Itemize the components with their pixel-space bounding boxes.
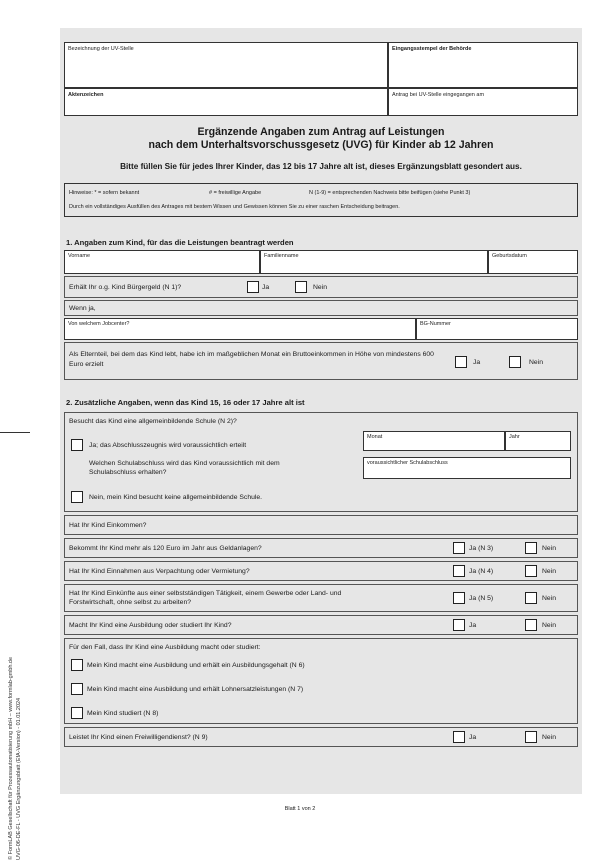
ausbildung-options-block: Für den Fall, dass Ihr Kind eine Ausbildung macht oder studiert: Mein Kind macht eine Ausbildung und erhält ein Ausbildungsgehalt (N 6) Mein Kind macht eine Ausbildung und erhält Lohnersatzleistungen (N 7) Mein Kind studiert (N 8) [64,638,578,724]
opt2-checkbox[interactable] [71,683,83,695]
miete-ja-checkbox[interactable] [453,565,465,577]
antrag-eingang-field[interactable]: Antrag bei UV-Stelle eingegangen am [388,88,578,116]
buergergeld-row: Erhält Ihr o.g. Kind Bürgergeld (N 1)? Ja Nein [64,276,578,298]
section1-heading: 1. Angaben zum Kind, für das die Leistungen beantragt werden [66,238,294,247]
miete-nein-checkbox[interactable] [525,565,537,577]
opt3-checkbox[interactable] [71,707,83,719]
geld-ja-checkbox[interactable] [453,542,465,554]
ausbildung-nein-checkbox[interactable] [525,619,537,631]
page-number: Blatt 1 von 2 [284,806,316,812]
title-line1: Ergänzende Angaben zum Antrag auf Leistungen [197,126,445,138]
elternteil-nein-checkbox[interactable] [509,356,521,368]
selbst-nein-checkbox[interactable] [525,592,537,604]
opt1-checkbox[interactable] [71,659,83,671]
hints-box: Hinweise: * = sofern bekannt # = freiwillige Angabe N (1-9) = entsprechenden Nachweis bitte beifügen (siehe Punkt 3) Durch ein vollständiges Ausfüllen des Antrages mit bestem Wissen und Gewissen können Sie zu einer raschen Entscheidung beitragen. [64,183,578,217]
uv-stelle-field[interactable]: Bezeichnung der UV-Stelle [64,42,388,88]
selbst-ja-checkbox[interactable] [453,592,465,604]
vorname-field[interactable]: Vorname [64,250,260,274]
fold-mark [0,432,30,433]
geldanlagen-row: Bekommt Ihr Kind mehr als 120 Euro im Jahr aus Geldanlagen? Ja (N 3) Nein [64,538,578,558]
geld-nein-checkbox[interactable] [525,542,537,554]
schulabschluss-field[interactable]: voraussichtlicher Schulabschluss [363,457,571,479]
einkommen-row: Hat Ihr Kind Einkommen? [64,515,578,535]
selbststaendig-row: Hat Ihr Kind Einkünfte aus einer selbstständigen Tätigkeit, einem Gewerbe oder Land- und Forstwirtschaft, ohne selbst zu arbeiten? Ja (N 5) Nein [64,584,578,612]
elternteil-ja-checkbox[interactable] [455,356,467,368]
schule-nein-checkbox[interactable] [71,491,83,503]
jahr-field[interactable]: Jahr [505,431,571,451]
freiwilligendienst-row: Leistet Ihr Kind einen Freiwilligendienst? (N 9) Ja Nein [64,727,578,747]
geburtsdatum-field[interactable]: Geburtsdatum [488,250,578,274]
schule-ja-checkbox[interactable] [71,439,83,451]
sidebar-version: UVG-06-DE-FL - UVG Ergänzungsblatt (EfA-Version) - 01.01.2024 [16,697,22,860]
einkommen-elternteil-row: Als Elternteil, bei dem das Kind lebt, habe ich im maßgeblichen Monat ein Bruttoeinkommen in Höhe von mindestens 600 Euro erzielt Ja Nein [64,342,578,380]
eingangsstempel-box: Eingangsstempel der Behörde [388,42,578,88]
title-line2: nach dem Unterhaltsvorschussgesetz (UVG) für Kinder ab 12 Jahren [148,139,494,151]
monat-field[interactable]: Monat [363,431,505,451]
ausbildung-row: Macht Ihr Kind eine Ausbildung oder studiert Ihr Kind? Ja Nein [64,615,578,635]
aktenzeichen-field[interactable]: Aktenzeichen [64,88,388,116]
jobcenter-field[interactable]: Von welchem Jobcenter? [64,318,416,340]
section2-heading: 2. Zusätzliche Angaben, wenn das Kind 15, 16 oder 17 Jahre alt ist [66,398,305,407]
schule-block: Besucht das Kind eine allgemeinbildende Schule (N 2)? Ja; das Abschlusszeugnis wird voraussichtlich erteilt Monat Jahr Welchen Schulabschluss wird das Kind voraussichtlich mit dem Schulabschluss erhalten? voraussichtlicher Schulabschluss Nein, mein Kind besucht keine allgemeinbildende Schule. [64,412,578,512]
buergergeld-ja-checkbox[interactable] [247,281,259,293]
buergergeld-nein-checkbox[interactable] [295,281,307,293]
sidebar-copyright: © FormLAB Gesellschaft für Prozessautomatisierung mbH – www.formlab-gmbh.de [8,656,14,860]
bg-nummer-field[interactable]: BG-Nummer [416,318,578,340]
ausbildung-ja-checkbox[interactable] [453,619,465,631]
freiwillig-ja-checkbox[interactable] [453,731,465,743]
form-page [60,28,582,794]
vermietung-row: Hat Ihr Kind Einnahmen aus Verpachtung oder Vermietung? Ja (N 4) Nein [64,561,578,581]
wenn-ja-row: Wenn ja, [64,300,578,316]
freiwillig-nein-checkbox[interactable] [525,731,537,743]
familienname-field[interactable]: Familienname [260,250,488,274]
subtitle: Bitte füllen Sie für jedes Ihrer Kinder, das 12 bis 17 Jahre alt ist, dieses Ergänzungsblatt gesondert aus. [120,162,522,171]
